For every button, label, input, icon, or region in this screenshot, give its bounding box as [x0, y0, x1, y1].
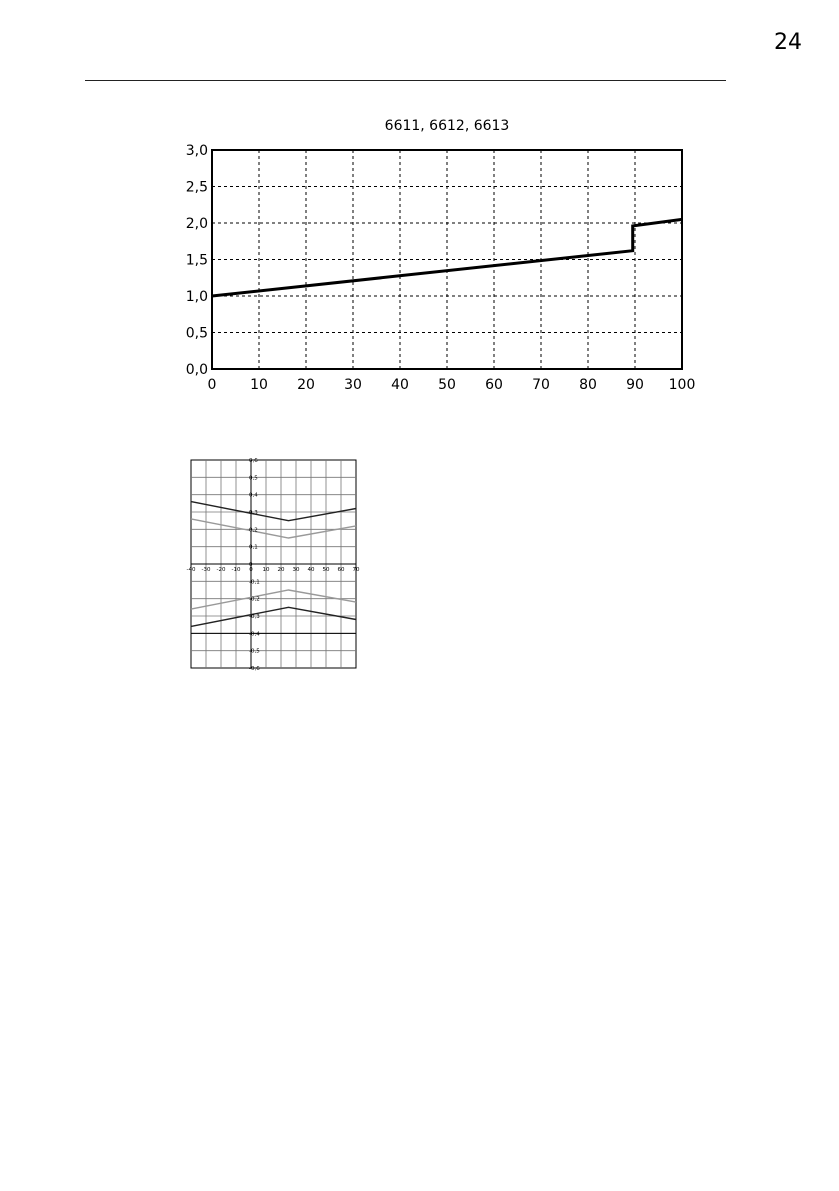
y-tick-label: 0,5: [249, 475, 258, 482]
y-tick-label: 0,6: [249, 457, 258, 464]
y-tick-label: 2,5: [185, 179, 208, 196]
x-tick-label: -40: [186, 567, 196, 573]
x-tick-label: 20: [297, 377, 315, 393]
x-tick-label: -10: [231, 567, 241, 573]
y-tick-label: -0,6: [249, 665, 260, 672]
y-tick-label: 3,0: [185, 142, 208, 159]
x-tick-label: 60: [485, 377, 503, 393]
x-tick-label: 0: [207, 377, 217, 393]
x-tick-label: 70: [532, 377, 550, 393]
x-tick-label: 20: [277, 567, 285, 573]
y-tick-label: 1,0: [185, 288, 208, 305]
y-tick-label: 0,0: [185, 361, 208, 378]
page-number: 24: [774, 30, 802, 55]
x-tick-label: 40: [391, 377, 409, 393]
y-tick-label: -0,1: [249, 579, 260, 586]
x-tick-label: 50: [438, 377, 456, 393]
x-tick-label: -30: [201, 567, 211, 573]
y-tick-label: 0,4: [249, 492, 258, 499]
x-tick-label: 100: [668, 377, 696, 393]
x-tick-label: 80: [579, 377, 597, 393]
x-tick-label: -20: [216, 567, 226, 573]
y-tick-label: 0,5: [185, 325, 208, 342]
y-tick-label: 0,1: [249, 544, 258, 551]
y-tick-label: -0,3: [249, 613, 260, 620]
x-tick-label: 30: [292, 567, 300, 573]
x-tick-label: 10: [250, 377, 268, 393]
y-tick-label: 1,5: [185, 252, 208, 269]
y-tick-label: 2,0: [185, 215, 208, 232]
x-tick-label: 30: [344, 377, 362, 393]
x-tick-label: 60: [337, 567, 345, 573]
x-tick-label: 0: [249, 567, 253, 573]
y-tick-label: 0,3: [249, 509, 258, 516]
x-tick-label: 70: [352, 567, 360, 573]
y-tick-label: 0: [249, 561, 253, 568]
y-tick-label: -0,4: [249, 631, 260, 638]
x-tick-label: 40: [307, 567, 315, 573]
chart-title: 6611, 6612, 6613: [384, 118, 510, 134]
x-tick-label: 10: [262, 567, 270, 573]
y-tick-label: -0,5: [249, 648, 260, 655]
y-tick-label: 0,2: [249, 527, 258, 534]
y-tick-label: -0,2: [249, 596, 260, 603]
x-tick-label: 50: [322, 567, 330, 573]
x-tick-label: 90: [626, 377, 644, 393]
